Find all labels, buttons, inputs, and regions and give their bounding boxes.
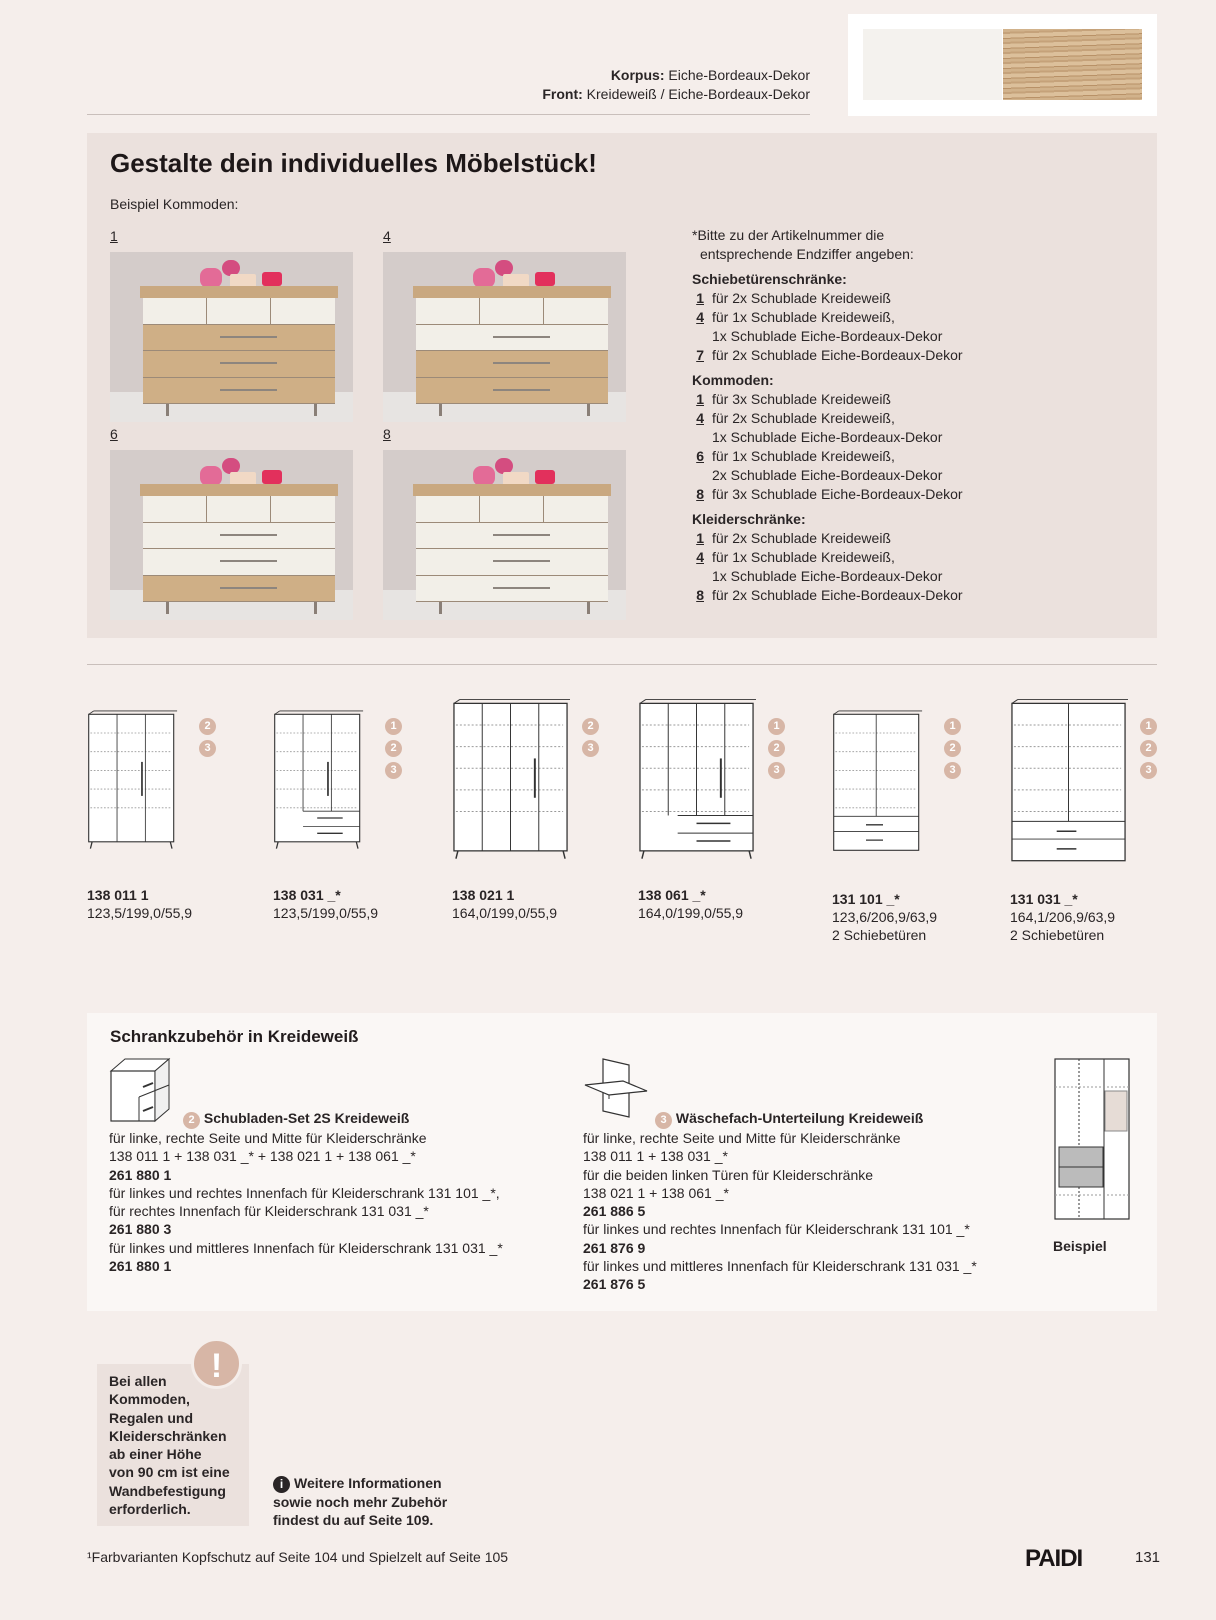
wardrobe-illustration <box>832 698 934 870</box>
compatible-accessories <box>199 718 216 757</box>
dresser-body <box>416 298 608 404</box>
dresser-top <box>140 484 338 496</box>
variant-row <box>692 428 963 447</box>
variant-text: für 2x Schublade Kreideweiß <box>712 530 891 546</box>
dresser-body <box>416 496 608 602</box>
product-dimensions: 164,1/206,9/63,9 <box>1010 909 1116 925</box>
accessory-badge: 1 <box>385 718 402 735</box>
variant-row <box>692 390 963 409</box>
more-info-line2: sowie noch mehr Zubehör <box>273 1494 448 1510</box>
variant-row <box>692 409 963 428</box>
variant-number: 1 <box>696 290 704 306</box>
variant-row <box>692 308 963 327</box>
example-number: 8 <box>383 426 391 442</box>
variant-text: für 3x Schublade Kreideweiß <box>712 391 891 407</box>
drawer <box>143 549 335 576</box>
variant-number <box>692 466 712 485</box>
product-code: 138 061 _* <box>638 887 706 903</box>
example-photo <box>110 450 353 620</box>
accessory-description: für die beiden linken Türen für Kleiderschränke <box>583 1166 874 1183</box>
info-intro-2: entsprechende Endziffer angeben: <box>700 246 914 262</box>
variant-text: für 2x Schublade Kreideweiß <box>712 290 891 306</box>
compatible-accessories <box>385 718 402 779</box>
variant-text: für 2x Schublade Kreideweiß, <box>712 410 895 426</box>
variant-row <box>692 548 963 567</box>
accessory-badge: 1 <box>1140 718 1157 735</box>
variant-row <box>692 485 963 504</box>
variant-row <box>692 289 963 308</box>
variant-row <box>692 346 963 365</box>
accessory-badge: 2 <box>582 718 599 735</box>
more-info-line3: findest du auf Seite 109. <box>273 1512 434 1529</box>
variant-text: 2x Schublade Eiche-Bordeaux-Dekor <box>712 467 943 483</box>
product-caption <box>87 886 192 922</box>
brand-logo: PAIDI <box>1025 1545 1083 1572</box>
info-icon: i <box>273 1476 290 1493</box>
drawer <box>143 351 335 378</box>
variant-group-title: Kommoden: <box>692 372 774 388</box>
dresser-top <box>413 286 611 298</box>
product-dimensions: 123,5/199,0/55,9 <box>87 905 193 921</box>
accessory-description: für linkes und mittleres Innenfach für Kleiderschrank 131 031 _* <box>583 1258 977 1275</box>
variant-number: 4 <box>696 410 704 426</box>
drawer <box>143 576 335 603</box>
compatible-accessories <box>944 718 961 779</box>
variant-row <box>692 466 963 485</box>
korpus-label: Korpus: <box>610 67 665 83</box>
note-line: Wandbefestigung <box>109 1482 226 1499</box>
product-caption <box>832 890 937 944</box>
drawer <box>143 378 335 405</box>
accessory-description: 138 011 1 + 138 031 _* <box>583 1148 728 1165</box>
wardrobe-drawing <box>452 698 570 870</box>
note-line: Regalen und <box>109 1409 194 1426</box>
drawer <box>416 523 608 550</box>
accessory-description: für linke, rechte Seite und Mitte für Kleiderschränke <box>109 1130 427 1146</box>
variant-text: für 1x Schublade Kreideweiß, <box>712 549 895 565</box>
variant-number: 8 <box>696 587 704 603</box>
wardrobe-drawing <box>273 698 375 870</box>
variant-number: 8 <box>696 486 704 502</box>
dresser-top <box>140 286 338 298</box>
article-number: 261 876 5 <box>583 1276 646 1293</box>
product-dimensions: 123,5/199,0/55,9 <box>273 905 379 921</box>
wardrobe-drawing <box>638 698 756 870</box>
product-caption <box>638 886 743 922</box>
accessory-shelf-divider <box>583 1109 977 1294</box>
example-photo <box>383 450 626 620</box>
variant-number: 1 <box>696 530 704 546</box>
accessory-drawer-set <box>109 1109 503 1275</box>
accessories-title: Schrankzubehör in Kreideweiß <box>110 1027 359 1046</box>
product-dimensions: 164,0/199,0/55,9 <box>452 905 558 921</box>
wall-mount-note-text <box>109 1372 230 1518</box>
product-dimensions: 164,0/199,0/55,9 <box>638 905 744 921</box>
example-photo <box>383 252 626 422</box>
accessory-description: für linkes und rechtes Innenfach für Kleiderschrank 131 101 _* <box>583 1221 970 1238</box>
variant-row <box>692 567 963 586</box>
accessory-badge: 3 <box>768 762 785 779</box>
accessory-badge: 3 <box>1140 762 1157 779</box>
swatch-eiche-bordeaux <box>1003 29 1142 100</box>
drawer <box>143 325 335 352</box>
accessory-badge: 1 <box>944 718 961 735</box>
drawer <box>416 549 608 576</box>
variant-number <box>692 567 712 586</box>
accessory-badge: 3 <box>199 740 216 757</box>
wardrobe-illustration <box>638 698 756 870</box>
dresser-top <box>413 484 611 496</box>
accessory-badge: 3 <box>385 762 402 779</box>
note-line: von 90 cm ist eine <box>109 1464 230 1481</box>
variant-text: 1x Schublade Eiche-Bordeaux-Dekor <box>712 328 943 344</box>
accessory-badge: 2 <box>1140 740 1157 757</box>
note-line: Bei allen <box>109 1373 167 1389</box>
front-label: Front: <box>542 86 583 102</box>
variant-number: 7 <box>696 347 704 363</box>
drawer <box>416 298 608 325</box>
footnote: ¹Farbvarianten Kopfschutz auf Seite 104 und Spielzelt auf Seite 105 <box>87 1549 509 1565</box>
note-line: erforderlich. <box>109 1501 191 1518</box>
korpus-value: Eiche-Bordeaux-Dekor <box>664 67 810 83</box>
swatch-kreideweiss <box>863 29 1002 100</box>
drawer <box>416 496 608 523</box>
warning-icon: ! <box>191 1338 242 1389</box>
accessory-number-badge: 3 <box>655 1112 672 1129</box>
variant-number: 4 <box>696 549 704 565</box>
article-number: 261 880 1 <box>109 1166 172 1183</box>
variant-info <box>692 226 963 605</box>
material-info <box>542 66 810 104</box>
toys-decoration <box>200 260 290 288</box>
compatible-accessories <box>768 718 785 779</box>
variant-text: für 3x Schublade Eiche-Bordeaux-Dekor <box>712 486 963 502</box>
page-number: 131 <box>1135 1549 1161 1566</box>
dresser-body <box>143 496 335 602</box>
more-info-line1: Weitere Informationen <box>294 1475 442 1491</box>
note-line: Kleiderschränken <box>109 1427 227 1444</box>
wardrobe-illustration <box>1010 698 1128 870</box>
variant-text: 1x Schublade Eiche-Bordeaux-Dekor <box>712 568 943 584</box>
accessory-badge: 2 <box>768 740 785 757</box>
product-code: 131 101 _* <box>832 891 900 907</box>
variant-text: für 1x Schublade Kreideweiß, <box>712 309 895 325</box>
variant-number: 6 <box>696 448 704 464</box>
variant-row <box>692 529 963 548</box>
example-label: Beispiel <box>1053 1238 1107 1254</box>
product-caption <box>452 886 557 922</box>
product-extra: 2 Schiebetüren <box>1010 927 1105 943</box>
product-code: 131 031 _* <box>1010 891 1078 907</box>
drawer <box>143 298 335 325</box>
note-line: Kommoden, <box>109 1391 190 1408</box>
drawer <box>143 496 335 523</box>
toys-decoration <box>473 260 563 288</box>
article-number: 261 876 9 <box>583 1239 646 1256</box>
accessory-description: für linkes und rechtes Innenfach für Kleiderschrank 131 101 _*, <box>109 1184 500 1201</box>
accessory-badge: 2 <box>385 740 402 757</box>
accessory-badge: 3 <box>582 740 599 757</box>
front-value: Kreideweiß / Eiche-Bordeaux-Dekor <box>582 86 810 102</box>
variant-number: 4 <box>696 309 704 325</box>
variant-group-title: Schiebetürenschränke: <box>692 271 847 287</box>
compatible-accessories <box>582 718 599 757</box>
toys-decoration <box>473 458 563 486</box>
article-number: 261 880 3 <box>109 1221 172 1238</box>
product-dimensions: 123,6/206,9/63,9 <box>832 909 938 925</box>
variant-group-title: Kleiderschränke: <box>692 511 806 527</box>
variant-text: 1x Schublade Eiche-Bordeaux-Dekor <box>712 429 943 445</box>
accessory-description: 138 011 1 + 138 031 _* + 138 021 1 + 138 061 _* <box>109 1148 416 1165</box>
variant-number: 1 <box>696 391 704 407</box>
wardrobe-drawing <box>87 698 189 870</box>
drawer <box>143 523 335 550</box>
info-intro-1: *Bitte zu der Artikelnummer die <box>692 227 885 243</box>
variant-text: für 1x Schublade Kreideweiß, <box>712 448 895 464</box>
accessory-badge: 2 <box>199 718 216 735</box>
example-wardrobe-illustration <box>1049 1057 1135 1223</box>
product-caption <box>273 886 378 922</box>
variant-number <box>692 428 712 447</box>
variant-text: für 2x Schublade Eiche-Bordeaux-Dekor <box>712 587 963 603</box>
product-extra: 2 Schiebetüren <box>832 927 927 943</box>
toys-decoration <box>200 458 290 486</box>
shelf-divider-name: Wäschefach-Unterteilung Kreideweiß <box>675 1110 924 1126</box>
drawer <box>416 576 608 603</box>
accessory-badge: 2 <box>944 740 961 757</box>
variant-row <box>692 447 963 466</box>
product-code: 138 021 1 <box>452 887 515 903</box>
wardrobe-illustration <box>452 698 570 870</box>
example-number: 6 <box>110 426 118 442</box>
article-number: 261 886 5 <box>583 1203 646 1220</box>
wardrobe-drawing <box>832 698 934 870</box>
accessory-description: für linkes und mittleres Innenfach für Kleiderschrank 131 031 _* <box>109 1239 503 1256</box>
article-number: 261 880 1 <box>109 1258 172 1275</box>
drawer <box>416 378 608 405</box>
drawer <box>416 325 608 352</box>
accessory-description: 138 021 1 + 138 061 _* <box>583 1184 729 1201</box>
example-number: 4 <box>383 228 391 244</box>
wardrobe-illustration <box>273 698 375 870</box>
variant-number <box>692 327 712 346</box>
drawer-set-name: Schubladen-Set 2S Kreideweiß <box>203 1110 410 1126</box>
config-title: Gestalte dein individuelles Möbelstück! <box>110 148 597 178</box>
section-divider <box>87 664 1157 665</box>
variant-row <box>692 586 963 605</box>
header-divider <box>87 114 810 115</box>
dresser-body <box>143 298 335 404</box>
product-code: 138 031 _* <box>273 887 341 903</box>
accessory-badge: 3 <box>944 762 961 779</box>
product-code: 138 011 1 <box>87 887 149 903</box>
accessory-description: für rechtes Innenfach für Kleiderschrank 131 031 _* <box>109 1203 429 1220</box>
accessory-badge: 1 <box>768 718 785 735</box>
wardrobe-illustration <box>87 698 189 870</box>
accessory-number-badge: 2 <box>183 1112 200 1129</box>
more-info <box>273 1474 447 1530</box>
product-caption <box>1010 890 1115 944</box>
variant-text: für 2x Schublade Eiche-Bordeaux-Dekor <box>712 347 963 363</box>
config-subtitle: Beispiel Kommoden: <box>110 196 239 212</box>
accessories-panel <box>87 1013 1157 1311</box>
example-photo <box>110 252 353 422</box>
variant-row <box>692 327 963 346</box>
example-number: 1 <box>110 228 118 244</box>
compatible-accessories <box>1140 718 1157 779</box>
accessory-description: für linke, rechte Seite und Mitte für Kleiderschränke <box>583 1130 901 1146</box>
wardrobe-drawing <box>1010 698 1128 870</box>
note-line: ab einer Höhe <box>109 1446 202 1463</box>
drawer <box>416 351 608 378</box>
